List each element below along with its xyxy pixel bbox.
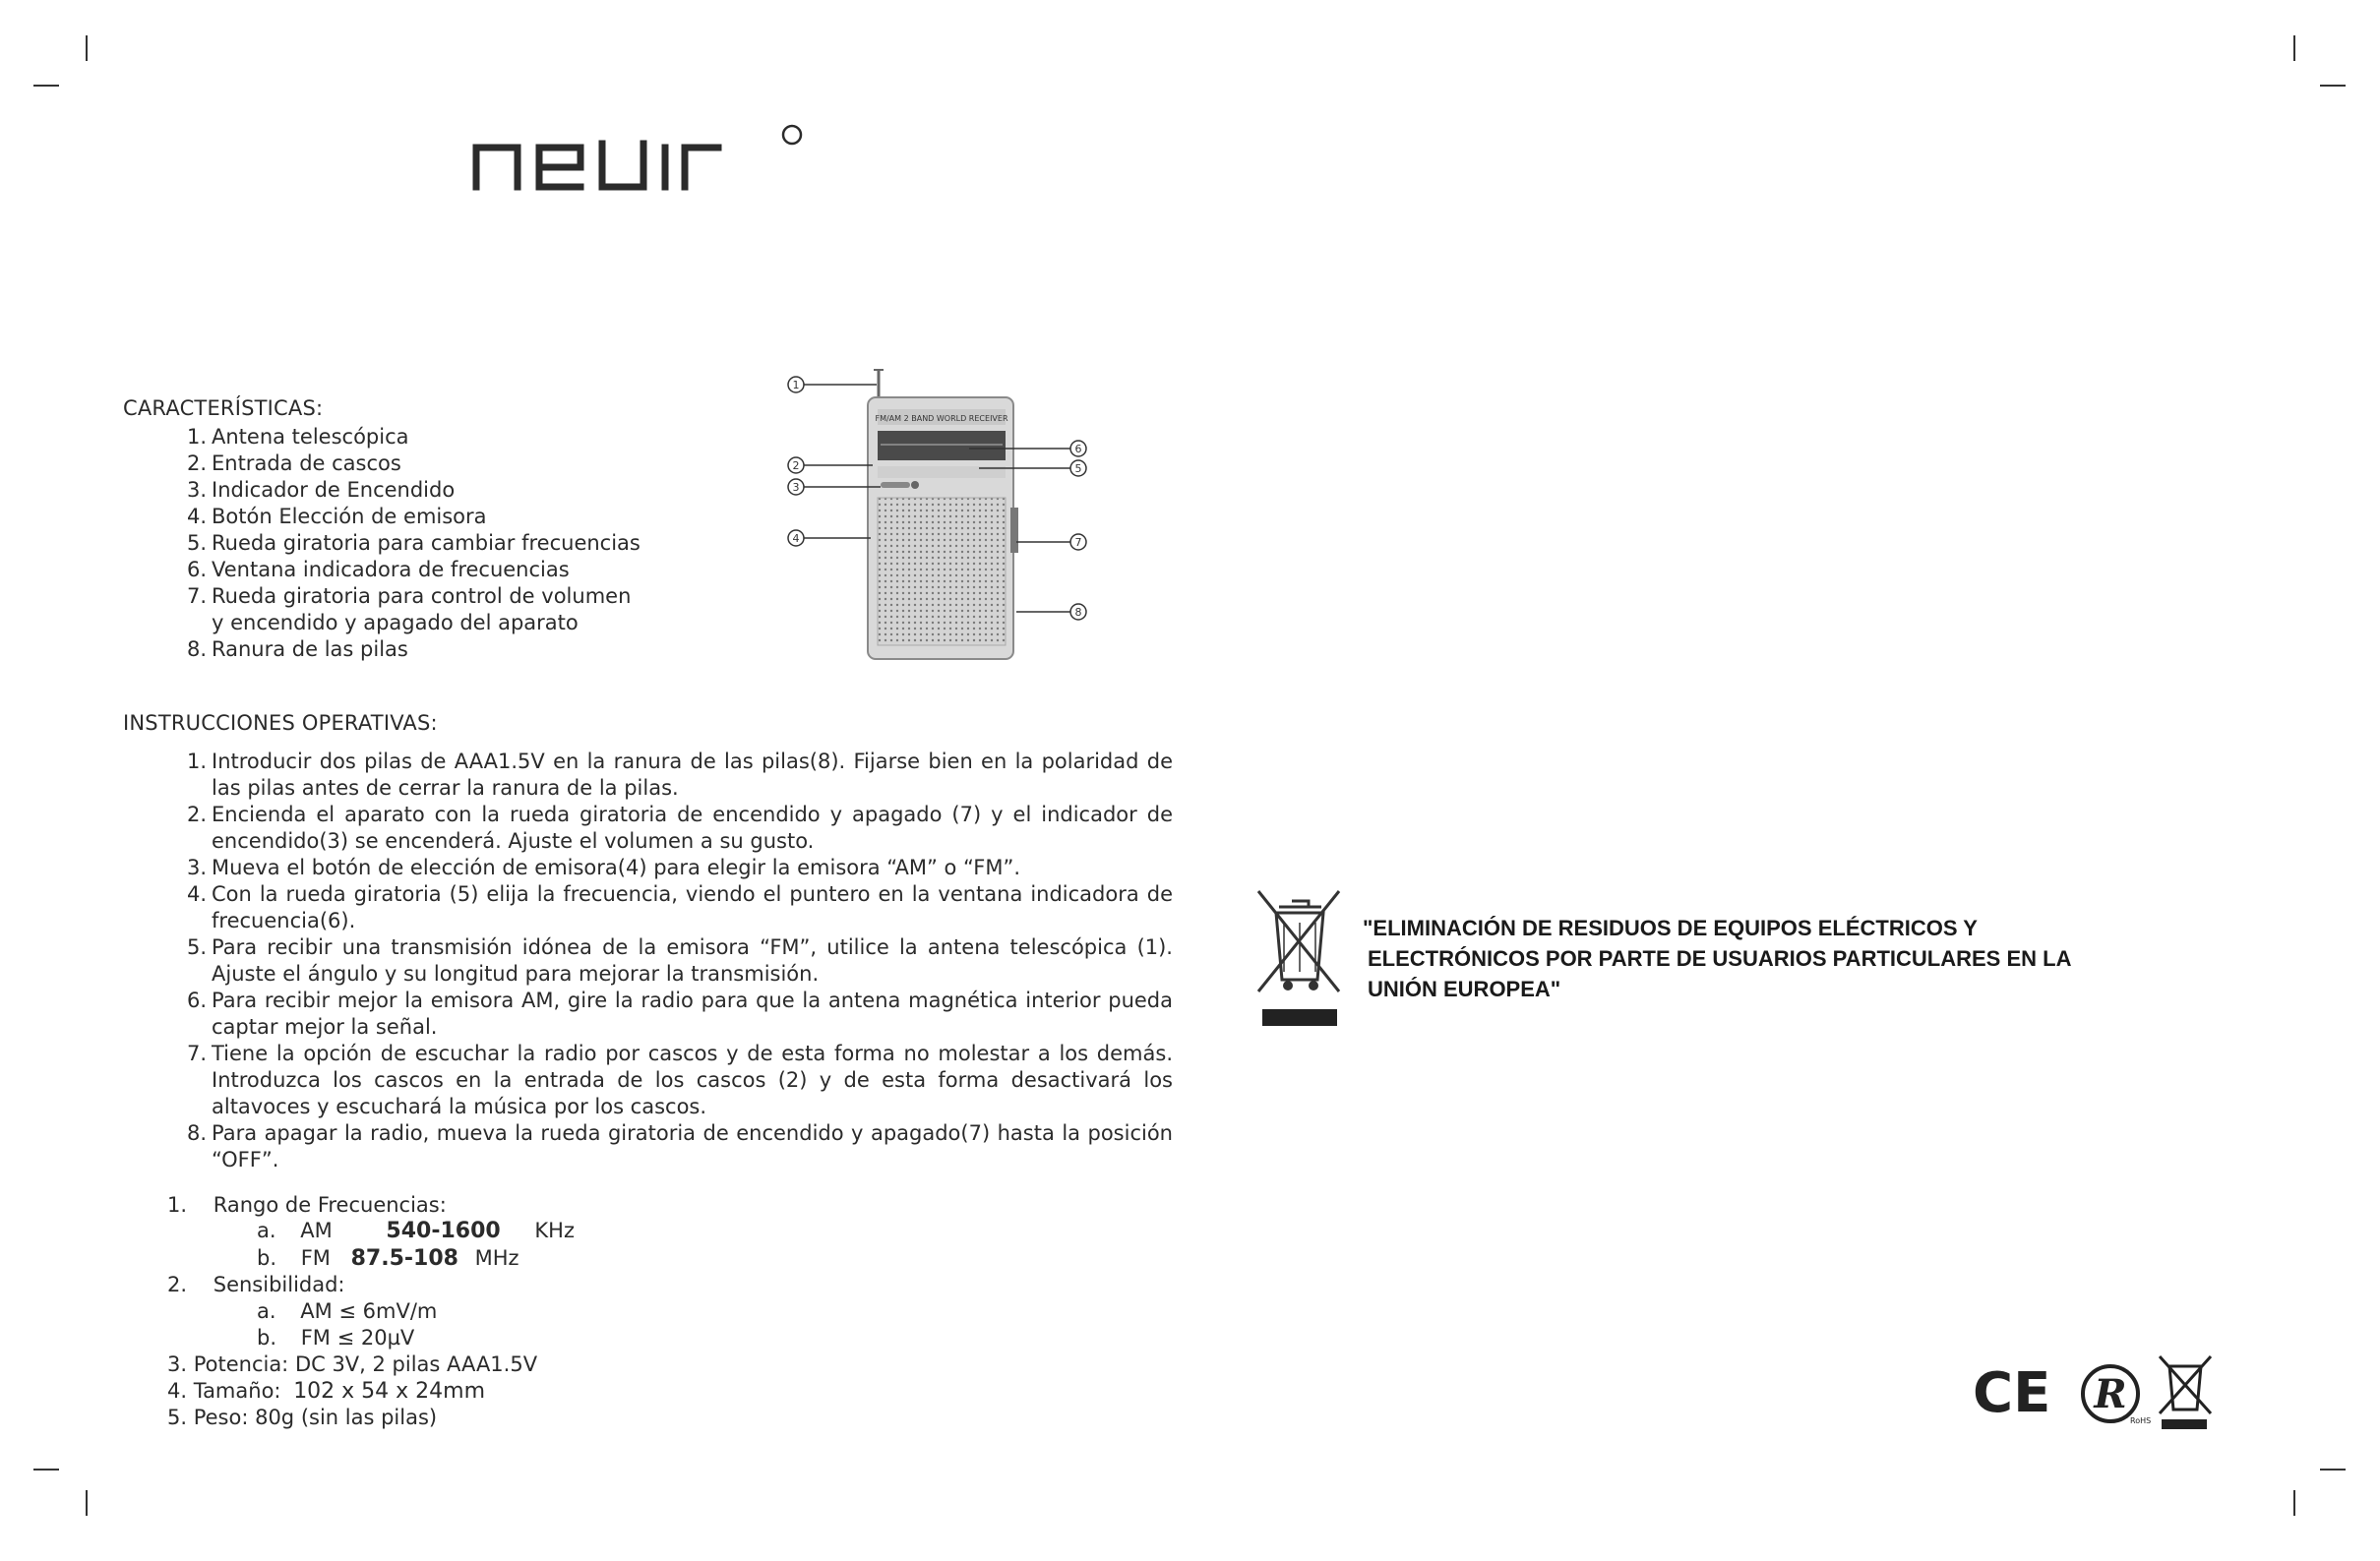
weee-small-icon [2160, 1356, 2211, 1429]
ce-mark-icon: CE [1973, 1361, 2051, 1425]
crop-mark [2293, 35, 2295, 61]
list-item: 4. Botón Elección de emisora [186, 505, 487, 528]
list-item: 4. Con la rueda giratoria (5) elija la frecuencia, viendo el puntero en la ventana indicadora de frecuencia(6). [186, 882, 1173, 932]
callout-4: 4 [792, 532, 800, 545]
callout-7: 7 [1074, 536, 1082, 549]
nevir-logo [470, 116, 824, 205]
spec-sensitivity-fm: b. FM ≤ 20µV [257, 1326, 415, 1350]
callout-6: 6 [1074, 443, 1082, 455]
crop-mark [33, 1469, 59, 1471]
list-item: 2. Encienda el aparato con la rueda giratoria de encendido y apagado (7) y el indicador de encendido(3) se encenderá. Ajuste el volumen a su gusto. [186, 803, 1173, 853]
instructions-list [167, 749, 1173, 1173]
list-item: 3. Mueva el botón de elección de emisora(4) para elegir la emisora “AM” o “FM”. [186, 856, 1021, 879]
spec-sensitivity-am: a. AM ≤ 6mV/m [257, 1299, 438, 1323]
callout-5: 5 [1074, 462, 1082, 475]
spec-sensitivity: 2. Sensibilidad: [167, 1273, 345, 1296]
list-item: 8. Para apagar la radio, mueva la rueda giratoria de encendido y apagado(7) hasta la posición “OFF”. [186, 1121, 1173, 1171]
list-item: 1. Antena telescópica [186, 425, 409, 449]
spec-power: 3. Potencia: DC 3V, 2 pilas AAA1.5V [167, 1352, 538, 1376]
instructions-title: INSTRUCCIONES OPERATIVAS: [123, 711, 438, 735]
spec-frequency-range: 1. Rango de Frecuencias: [167, 1193, 447, 1217]
weee-notice: "ELIMINACIÓN DE RESIDUOS DE EQUIPOS ELÉCTRICOS Y ELECTRÓNICOS POR PARTE DE USUARIOS PARTICULARES EN LA UNIÓN EUROPEA" [1363, 916, 2072, 1001]
device-label: FM/AM 2 BAND WORLD RECEIVER [875, 414, 1008, 423]
callout-2: 2 [792, 459, 800, 472]
list-item: 6. Para recibir mejor la emisora AM, gire la radio para que la antena magnética interior pueda captar mejor la señal. [186, 989, 1173, 1039]
callout-3: 3 [792, 481, 800, 494]
list-item: 6. Ventana indicadora de frecuencias [186, 558, 570, 581]
spec-size: 4. Tamaño: 102 x 54 x 24mm [167, 1379, 486, 1404]
spec-weight: 5. Peso: 80g (sin las pilas) [167, 1406, 438, 1429]
rohs-icon [2083, 1366, 2151, 1425]
list-item: 7. Rueda giratoria para control de volumen y encendido y apagado del aparato [186, 584, 632, 634]
radio-diagram [782, 360, 1107, 670]
list-item: 8. Ranura de las pilas [186, 637, 408, 661]
crop-mark [86, 1490, 88, 1516]
callout-1: 1 [792, 379, 800, 391]
spec-fm-range: b. FM 87.5-108 MHz [257, 1246, 519, 1271]
weee-bin-icon [1254, 883, 1343, 1029]
callout-8: 8 [1074, 606, 1082, 619]
list-item: 7. Tiene la opción de escuchar la radio por cascos y de esta forma no molestar a los demás. Introduzca los cascos en la entrada de los cascos (2) y de esta forma desactivará los altavoces y escuchará la música por los cascos. [186, 1042, 1173, 1118]
svg-text:RoHS: RoHS [2130, 1416, 2152, 1425]
certification-marks [1973, 1352, 2214, 1431]
spec-am-range: a. AM 540-1600 KHz [257, 1219, 575, 1243]
list-item: 3. Indicador de Encendido [186, 478, 456, 502]
features-title: CARACTERÍSTICAS: [123, 396, 324, 420]
list-item: 2. Entrada de cascos [186, 451, 401, 475]
list-item: 1. Introducir dos pilas de AAA1.5V en la ranura de las pilas(8). Fijarse bien en la polaridad de las pilas antes de cerrar la ranura de la pilas. [186, 750, 1173, 800]
crop-mark [2293, 1490, 2295, 1516]
crop-mark [2320, 1469, 2346, 1471]
crop-mark [86, 35, 88, 61]
crop-mark [33, 85, 59, 87]
crop-mark [2320, 85, 2346, 87]
svg-text:R: R [2094, 1371, 2127, 1417]
list-item: 5. Para recibir una transmisión idónea de la emisora “FM”, utilice la antena telescópica (1). Ajuste el ángulo y su longitud para mejorar la transmisión. [186, 935, 1173, 986]
features-list [167, 424, 644, 663]
list-item: 5. Rueda giratoria para cambiar frecuencias [186, 531, 641, 555]
